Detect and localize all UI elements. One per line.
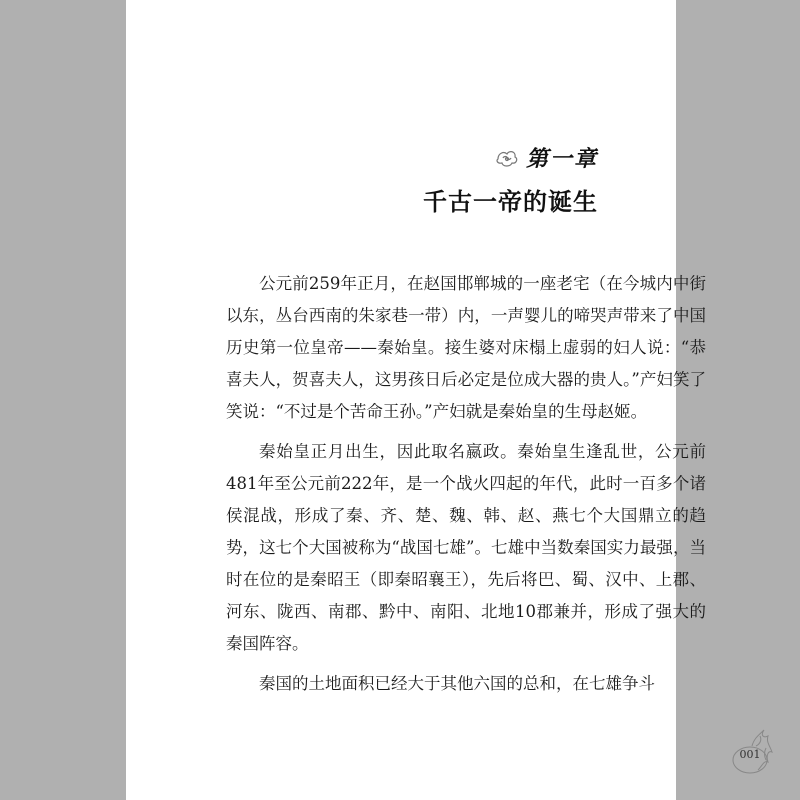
chapter-heading (494, 142, 598, 173)
paragraph: 秦国的土地面积已经大于其他六国的总和，在七雄争斗 (259, 674, 655, 693)
paragraph: 秦始皇正月出生，因此取名嬴政。秦始皇生逢乱世，公元前481年至公元前222年，是一个战火四起的年代，此时一百多个诸侯混战，形成了秦、齐、楚、魏、韩、赵、燕七个大国鼎立的趋势，这七个大国被称为“战国七雄”。七雄中当数秦国实力最强，当时在位的是秦昭王（即秦昭襄王），先后将巴、蜀、汉中、上郡、河东、陇西、南郡、黔中、南阳、北地10郡兼并，形成了强大的秦国阵容。 (226, 442, 706, 653)
page-number-badge (730, 726, 776, 780)
page-number: 001 (739, 748, 761, 761)
cloud-scroll-icon (494, 145, 520, 171)
chapter-label: 第一章 (525, 146, 598, 172)
book-page (126, 0, 761, 800)
paragraph: 公元前259年正月，在赵国邯郸城的一座老宅（在今城内中街以东，丛台西南的朱家巷一带）内，一声婴儿的啼哭声带来了中国历史第一位皇帝——秦始皇。接生婆对床榻上虚弱的妇人说：“恭喜夫人，贺喜夫人，这男孩日后必定是位成大器的贵人。”产妇笑了笑说：“不过是个苦命王孙。”产妇就是秦始皇的生母赵姬。 (226, 274, 706, 421)
body-text (226, 268, 706, 708)
chapter-title: 千古一帝的诞生 (423, 187, 598, 216)
